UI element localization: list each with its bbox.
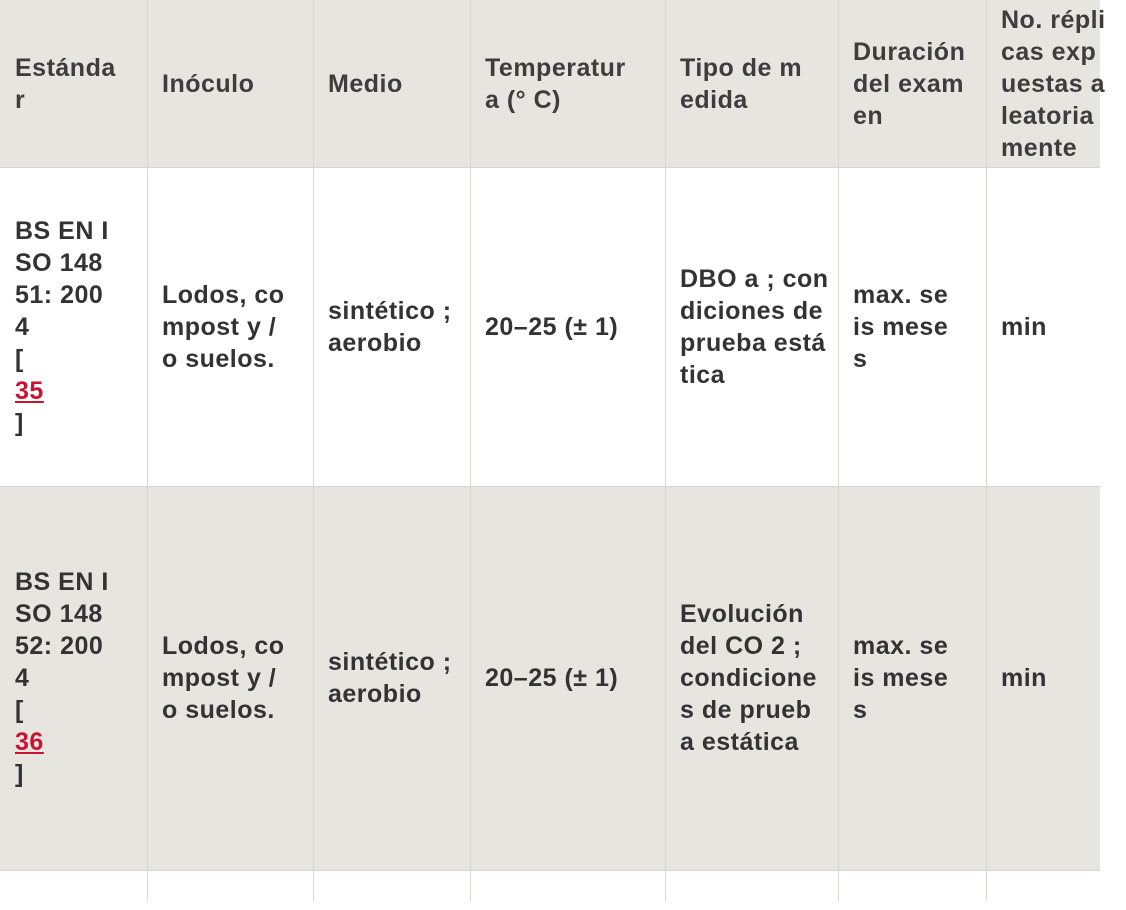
column-divider (665, 0, 666, 901)
cell-inoculum: Lodos, compost y / o suelos. (162, 280, 285, 373)
row-divider (0, 486, 1100, 487)
table-row (0, 167, 1100, 486)
cell-measure-type: DBO a ; condiciones de prueba estática (680, 264, 829, 389)
reference-link[interactable]: [ 36 ] (15, 696, 44, 788)
row-divider (0, 167, 1100, 168)
column-divider (147, 0, 148, 901)
header-cell-inoculum: Inóculo (162, 69, 255, 98)
column-divider (838, 0, 839, 901)
header-cell-medium: Medio (328, 69, 403, 98)
column-divider (986, 0, 987, 901)
row-divider (0, 870, 1100, 871)
header-cell-temperature: Temperatura (° C) (485, 53, 626, 114)
cell-medium: sintético ; aerobio (328, 296, 452, 357)
cell-standard (0, 486, 147, 870)
cell-medium: sintético ; aerobio (328, 648, 452, 708)
cell-inoculum: Lodos, compost y / o suelos. (162, 632, 285, 724)
table-row (0, 870, 1100, 910)
cell-duration: max. seis meses (853, 280, 949, 373)
standard-label: BS EN ISO 14851: 2004 (15, 216, 109, 341)
column-divider (313, 0, 314, 901)
cell-standard (0, 167, 147, 486)
reference-link[interactable]: [ 35 ] (15, 344, 44, 437)
cell-duration: max. seis meses (853, 632, 949, 724)
table-header-row (0, 0, 1106, 167)
cell-replicates: min (1001, 312, 1047, 341)
header-cell-replicates: No. réplicas expuestas aleatoriamente (1001, 5, 1106, 162)
cell-temperature: 20–25 (± 1) (485, 312, 619, 341)
cell-replicates: min (1001, 664, 1047, 692)
cell-temperature: 20–25 (± 1) (485, 664, 619, 692)
table-row (0, 486, 1100, 870)
column-divider (470, 0, 471, 901)
cell-measure-type: Evolución del CO 2 ; condiciones de prueba estática (680, 600, 817, 756)
standard-label: BS EN ISO 14852: 2004 (15, 568, 109, 692)
header-cell-standard: Estándar (15, 53, 116, 114)
header-cell-duration: Duración del examen (853, 37, 966, 130)
header-cell-measure-type: Tipo de medida (680, 53, 803, 114)
